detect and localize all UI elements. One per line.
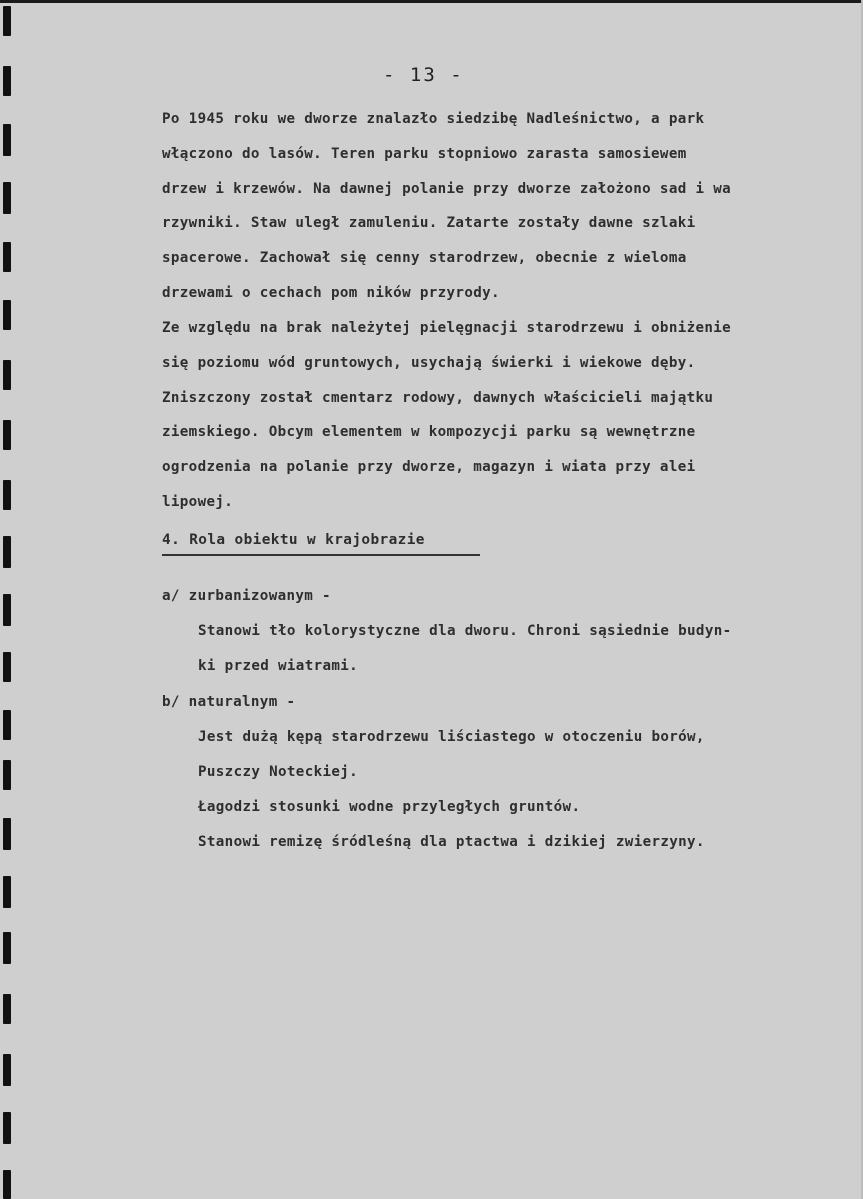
binding-hole [3, 536, 11, 568]
text-line: drzew i krzewów. Na dawnej polanie przy dworze założono sad i wa [162, 180, 732, 197]
item-a-body [198, 614, 732, 684]
text-line: Stanowi tło kolorystyczne dla dworu. Chroni sąsiednie budyn- [198, 623, 732, 639]
text-line: ogrodzenia na polanie przy dworze, magazyn i wiata przy alei [162, 459, 696, 476]
text-line: drzewami o cechach pom ników przyrody. [162, 284, 500, 301]
binding-hole [3, 66, 11, 96]
binding-hole [3, 300, 11, 330]
binding-hole [3, 1054, 11, 1086]
binding-hole [3, 994, 11, 1024]
item-a-label: a/ zurbanizowanym - [162, 588, 331, 604]
binding-hole [3, 242, 11, 272]
text-line: Ze względu na brak należytej pielęgnacji starodrzewu i obniżenie [162, 320, 732, 336]
text-line: ki przed wiatrami. [198, 658, 359, 674]
binding-hole [3, 480, 11, 510]
binding-hole [3, 182, 11, 214]
page-top-edge [0, 0, 863, 3]
binding-hole [3, 710, 11, 740]
item-b-body [198, 720, 705, 860]
binding-hole [3, 124, 11, 156]
text-line: włączono do lasów. Teren parku stopniowo zarasta samosiewem [162, 145, 687, 162]
page-number: - 13 - [383, 64, 464, 86]
binding-hole [3, 420, 11, 450]
text-line: ziemskiego. Obcym elementem w kompozycji parku są wewnętrzne [162, 424, 696, 441]
text-line: spacerowe. Zachował się cenny starodrzew, obecnie z wieloma [162, 250, 687, 267]
text-line: Po 1945 roku we dworze znalazło siedzibę Nadleśnictwo, a park [162, 111, 705, 127]
binding-hole [3, 1112, 11, 1144]
text-line: Stanowi remizę śródleśną dla ptactwa i dzikiej zwierzyny. [198, 834, 705, 850]
text-line: lipowej. [162, 493, 234, 510]
paragraph-history [162, 102, 842, 311]
binding-hole [3, 932, 11, 964]
binding-hole [3, 652, 11, 682]
text-line: Zniszczony został cmentarz rodowy, dawnych właścicieli majątku [162, 389, 714, 406]
binding-hole [3, 360, 11, 390]
binding-hole [3, 594, 11, 626]
text-line: Łagodzi stosunki wodne przyległych gruntów. [198, 799, 581, 815]
binding-hole [3, 818, 11, 850]
text-line: Puszczy Noteckiej. [198, 764, 359, 780]
text-line: się poziomu wód gruntowych, usychają świerki i wiekowe dęby. [162, 354, 696, 371]
binding-hole [3, 760, 11, 790]
item-b-label: b/ naturalnym - [162, 694, 296, 710]
text-line: rzywniki. Staw uległ zamuleniu. Zatarte zostały dawne szlaki [162, 215, 696, 232]
binding-hole [3, 876, 11, 908]
binding-hole [3, 1170, 11, 1199]
binding-hole [3, 6, 11, 36]
text-line: Jest dużą kępą starodrzewu liściastego w otoczeniu borów, [198, 729, 705, 745]
section-heading: 4. Rola obiektu w krajobrazie [162, 532, 480, 556]
paragraph-condition [162, 311, 842, 520]
